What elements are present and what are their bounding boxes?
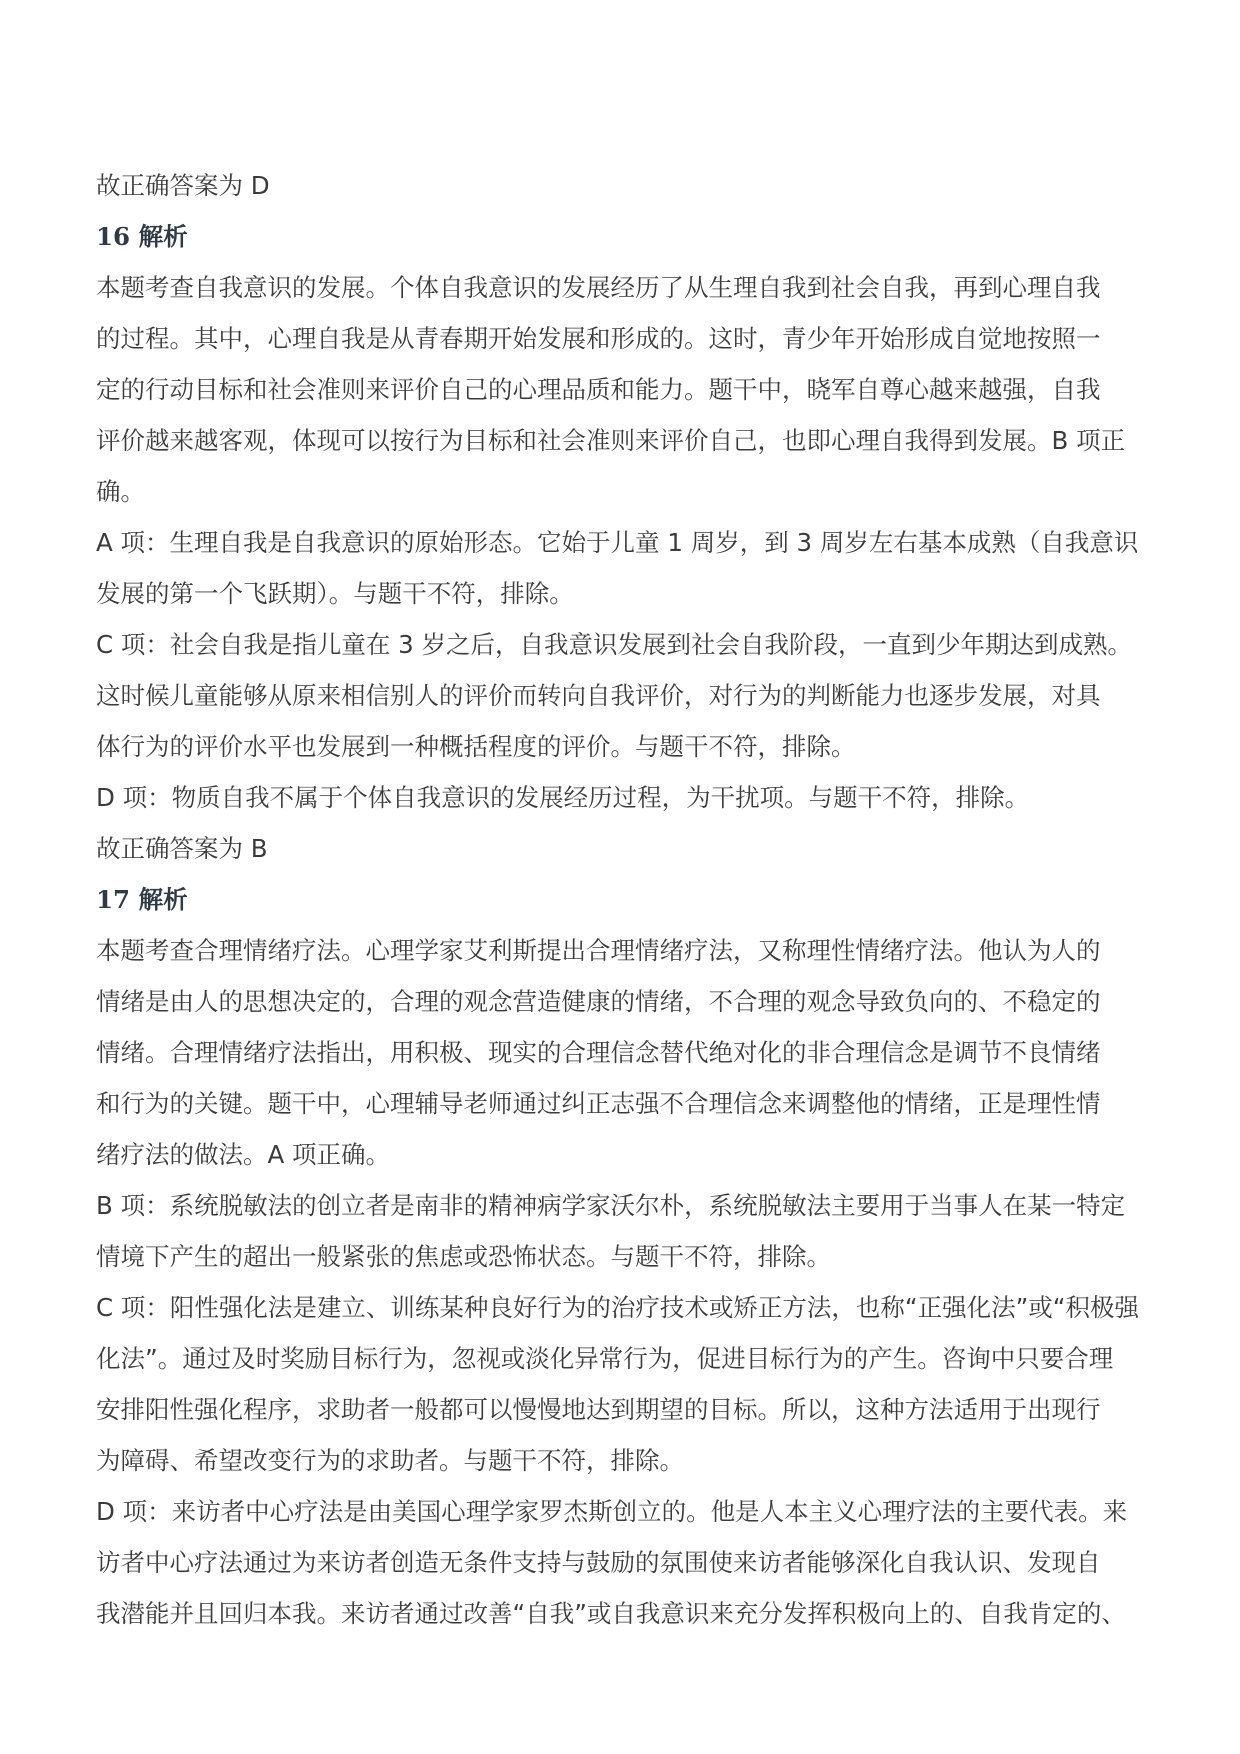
text-line: 发展的第一个飞跃期）。与题干不符，排除。 — [96, 579, 574, 608]
text-line: 这时候儿童能够从原来相信别人的评价而转向自我评价，对行为的判断能力也逐步发展，对具 — [96, 681, 1101, 710]
text-line: 情绪。合理情绪疗法指出，用积极、现实的合理信念替代绝对化的非合理信念是调节不良情绪 — [96, 1038, 1101, 1067]
text-line: 故正确答案为 B — [96, 834, 268, 863]
text-line: 确。 — [96, 477, 145, 506]
text-line: 绪疗法的做法。A 项正确。 — [96, 1140, 391, 1169]
text-line: 的过程。其中，心理自我是从青春期开始发展和形成的。这时，青少年开始形成自觉地按照一 — [96, 324, 1101, 353]
text-line: C 项：阳性强化法是建立、训练某种良好行为的治疗技术或矫正方法，也称“正强化法”或“积极强 — [96, 1293, 1139, 1322]
text-line: D 项：物质自我不属于个体自我意识的发展经历过程，为干扰项。与题干不符，排除。 — [96, 783, 1030, 812]
text-line: D 项：来访者中心疗法是由美国心理学家罗杰斯创立的。他是人本主义心理疗法的主要代表。来 — [96, 1497, 1128, 1526]
text-line: 和行为的关键。题干中，心理辅导老师通过纠正志强不合理信念来调整他的情绪，正是理性情 — [96, 1089, 1101, 1118]
text-line: A 项：生理自我是自我意识的原始形态。它始于儿童 1 周岁，到 3 周岁左右基本成熟（自我意识 — [96, 528, 1139, 557]
text-line: 体行为的评价水平也发展到一种概括程度的评价。与题干不符，排除。 — [96, 732, 856, 761]
text-line: 故正确答案为 D — [96, 171, 270, 200]
section-heading: 17 解析 — [96, 885, 188, 914]
text-line: B 项：系统脱敏法的创立者是南非的精神病学家沃尔朴，系统脱敏法主要用于当事人在某一特定 — [96, 1191, 1126, 1220]
document-page — [96, 160, 1146, 1639]
text-line: 本题考查自我意识的发展。个体自我意识的发展经历了从生理自我到社会自我，再到心理自我 — [96, 273, 1101, 302]
text-line: 定的行动目标和社会准则来评价自己的心理品质和能力。题干中，晓军自尊心越来越强，自我 — [96, 375, 1101, 404]
text-line: 为障碍、希望改变行为的求助者。与题干不符，排除。 — [96, 1446, 684, 1475]
text-line: 访者中心疗法通过为来访者创造无条件支持与鼓励的氛围使来访者能够深化自我认识、发现自 — [96, 1548, 1101, 1577]
text-line: 情绪是由人的思想决定的，合理的观念营造健康的情绪，不合理的观念导致负向的、不稳定的 — [96, 987, 1101, 1016]
text-line: 情境下产生的超出一般紧张的焦虑或恐怖状态。与题干不符，排除。 — [96, 1242, 831, 1271]
text-line: 化法”。通过及时奖励目标行为，忽视或淡化异常行为，促进目标行为的产生。咨询中只要合理 — [96, 1344, 1114, 1373]
text-line: 我潜能并且回归本我。来访者通过改善“自我”或自我意识来充分发挥积极向上的、自我肯定的、 — [96, 1599, 1126, 1628]
text-line: C 项：社会自我是指儿童在 3 岁之后，自我意识发展到社会自我阶段，一直到少年期达到成熟。 — [96, 630, 1133, 659]
text-line: 安排阳性强化程序，求助者一般都可以慢慢地达到期望的目标。所以，这种方法适用于出现行 — [96, 1395, 1101, 1424]
section-heading: 16 解析 — [96, 222, 188, 251]
text-line: 评价越来越客观，体现可以按行为目标和社会准则来评价自己，也即心理自我得到发展。B 项正 — [96, 426, 1126, 455]
text-line: 本题考查合理情绪疗法。心理学家艾利斯提出合理情绪疗法，又称理性情绪疗法。他认为人的 — [96, 936, 1101, 965]
